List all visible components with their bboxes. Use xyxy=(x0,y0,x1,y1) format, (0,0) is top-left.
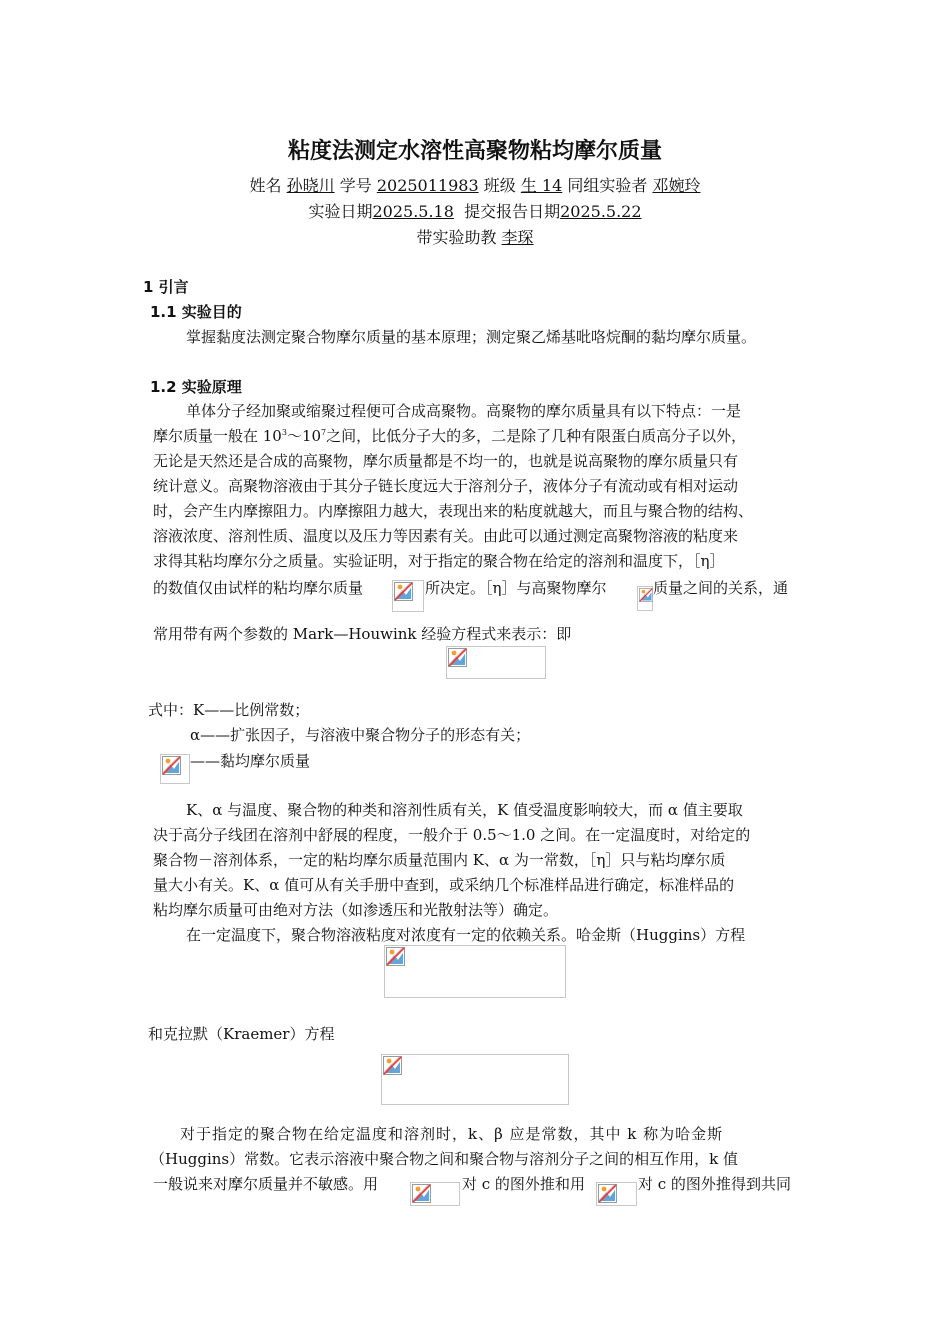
ka-line-5: 粘均摩尔质量可由绝对方法（如渗透压和光散射法等）确定。 xyxy=(153,901,559,919)
huggins-equation-image xyxy=(384,945,566,998)
broken-image-icon xyxy=(448,648,467,667)
id-label: 学号 xyxy=(339,176,372,195)
subsection-heading-principle: 1.2 实验原理 xyxy=(150,378,242,396)
partner-label: 同组实验者 xyxy=(567,176,648,195)
formula-image xyxy=(596,1182,637,1206)
ka-line-3: 聚合物－溶剂体系，一定的粘均摩尔质量范围内 K、α 为一常数，［η］只与粘均摩尔质 xyxy=(153,851,726,869)
principle-line-6: 溶液浓度、溶剂性质、温度以及压力等因素有关。由此可以通过测定高聚物溶液的粘度来 xyxy=(153,527,739,545)
purpose-text: 掌握黏度法测定聚合物摩尔质量的基本原理；测定聚乙烯基吡咯烷酮的黏均摩尔质量。 xyxy=(186,328,757,346)
huggins-intro: 在一定温度下，聚合物溶液粘度对浓度有一定的依赖关系。哈金斯（Huggins）方程 xyxy=(186,926,746,944)
kraemer-intro: 和克拉默（Kraemer）方程 xyxy=(148,1025,335,1043)
principle-line-8c: 质量之间的关系，通 xyxy=(653,579,789,597)
partner-name: 邓婉玲 xyxy=(652,176,701,195)
broken-image-icon xyxy=(412,1184,431,1203)
constants-line-3a: 一般说来对摩尔质量并不敏感。用 xyxy=(153,1175,379,1193)
constants-line-1: 对于指定的聚合物在给定温度和溶剂时，k、β 应是常数，其中 k 称为哈金斯 xyxy=(180,1125,724,1143)
broken-image-icon xyxy=(394,582,413,601)
ka-line-4: 量大小有关。K、α 值可从有关手册中查到，或采纳几个标准样品进行确定，标准样品的 xyxy=(153,876,735,894)
principle-line-2: 摩尔质量一般在 $10^3\sim 10^7$之间，比低分子大的多，二是除了几种有限蛋白质高分子以外， xyxy=(153,427,747,445)
formula-image xyxy=(410,1182,460,1206)
name-label: 姓名 xyxy=(249,176,282,195)
ta-name: 李琛 xyxy=(501,228,534,247)
subsection-heading-purpose: 1.1 实验目的 xyxy=(150,303,242,321)
principle-line-8b: 所决定。［η］与高聚物摩尔 xyxy=(425,579,607,597)
principle-line-5: 时，会产生内摩擦阻力。内摩擦阻力越大，表现出来的粘度就越大，而且与聚合物的结构、 xyxy=(153,502,754,520)
principle-line-4: 统计意义。高聚物溶液由于其分子链长度远大于溶剂分子，液体分子有流动或有相对运动 xyxy=(153,477,739,495)
principle-line-1: 单体分子经加聚或缩聚过程便可合成高聚物。高聚物的摩尔质量具有以下特点：一是 xyxy=(186,402,742,420)
student-name: 孙晓川 xyxy=(286,176,335,195)
mark-houwink-equation-image xyxy=(446,646,546,679)
constants-line-3b: 对 c 的图外推和用 xyxy=(462,1175,585,1193)
broken-image-icon xyxy=(162,756,181,775)
ta-label: 带实验助教 xyxy=(416,228,497,247)
definition-molar-mass: ——黏均摩尔质量 xyxy=(190,752,311,770)
document-title: 粘度法测定水溶性高聚物粘均摩尔质量 xyxy=(287,139,662,164)
broken-image-icon xyxy=(639,588,653,602)
submit-date: 2025.5.22 xyxy=(560,202,642,221)
broken-image-icon xyxy=(383,1056,402,1075)
date-line xyxy=(0,201,950,223)
definition-k: 式中：K——比例常数； xyxy=(148,701,310,719)
formula-image xyxy=(637,586,653,611)
ka-line-2: 决于高分子线团在溶剂中舒展的程度，一般介于 0.5～1.0 之间。在一定温度时，对给定的 xyxy=(153,826,751,844)
class-value: 生 14 xyxy=(520,176,563,195)
principle-line-9: 常用带有两个参数的 Mark—Houwink 经验方程式来表示：即 xyxy=(153,625,572,643)
student-id: 2025011983 xyxy=(376,176,479,195)
formula-image xyxy=(160,754,190,784)
kraemer-equation-image xyxy=(381,1054,569,1105)
principle-line-7: 求得其粘均摩尔分之质量。实验证明，对于指定的聚合物在给定的溶剂和温度下，［η］ xyxy=(153,552,725,570)
ta-line xyxy=(0,227,950,249)
principle-line-8a: 的数值仅由试样的粘均摩尔质量 xyxy=(153,579,364,597)
ka-line-1: K、α 与温度、聚合物的种类和溶剂性质有关，K 值受温度影响较大，而 α 值主要取 xyxy=(186,801,743,819)
broken-image-icon xyxy=(386,947,405,966)
date-label: 实验日期 xyxy=(308,202,373,221)
formula-image xyxy=(392,580,424,612)
constants-line-3c: 对 c 的图外推得到共同 xyxy=(638,1175,791,1193)
definition-alpha: α——扩张因子，与溶液中聚合物分子的形态有关； xyxy=(190,726,531,744)
submit-label: 提交报告日期 xyxy=(464,202,561,221)
principle-line-3: 无论是天然还是合成的高聚物，摩尔质量都是不均一的，也就是说高聚物的摩尔质量只有 xyxy=(153,452,739,470)
constants-line-2: （Huggins）常数。它表示溶液中聚合物之间和聚合物与溶剂分子之间的相互作用，k 值 xyxy=(150,1150,738,1168)
class-label: 班级 xyxy=(483,176,516,195)
section-heading-intro: 1 引言 xyxy=(143,278,189,296)
author-line xyxy=(0,175,950,197)
broken-image-icon xyxy=(598,1184,617,1203)
experiment-date: 2025.5.18 xyxy=(372,202,454,221)
